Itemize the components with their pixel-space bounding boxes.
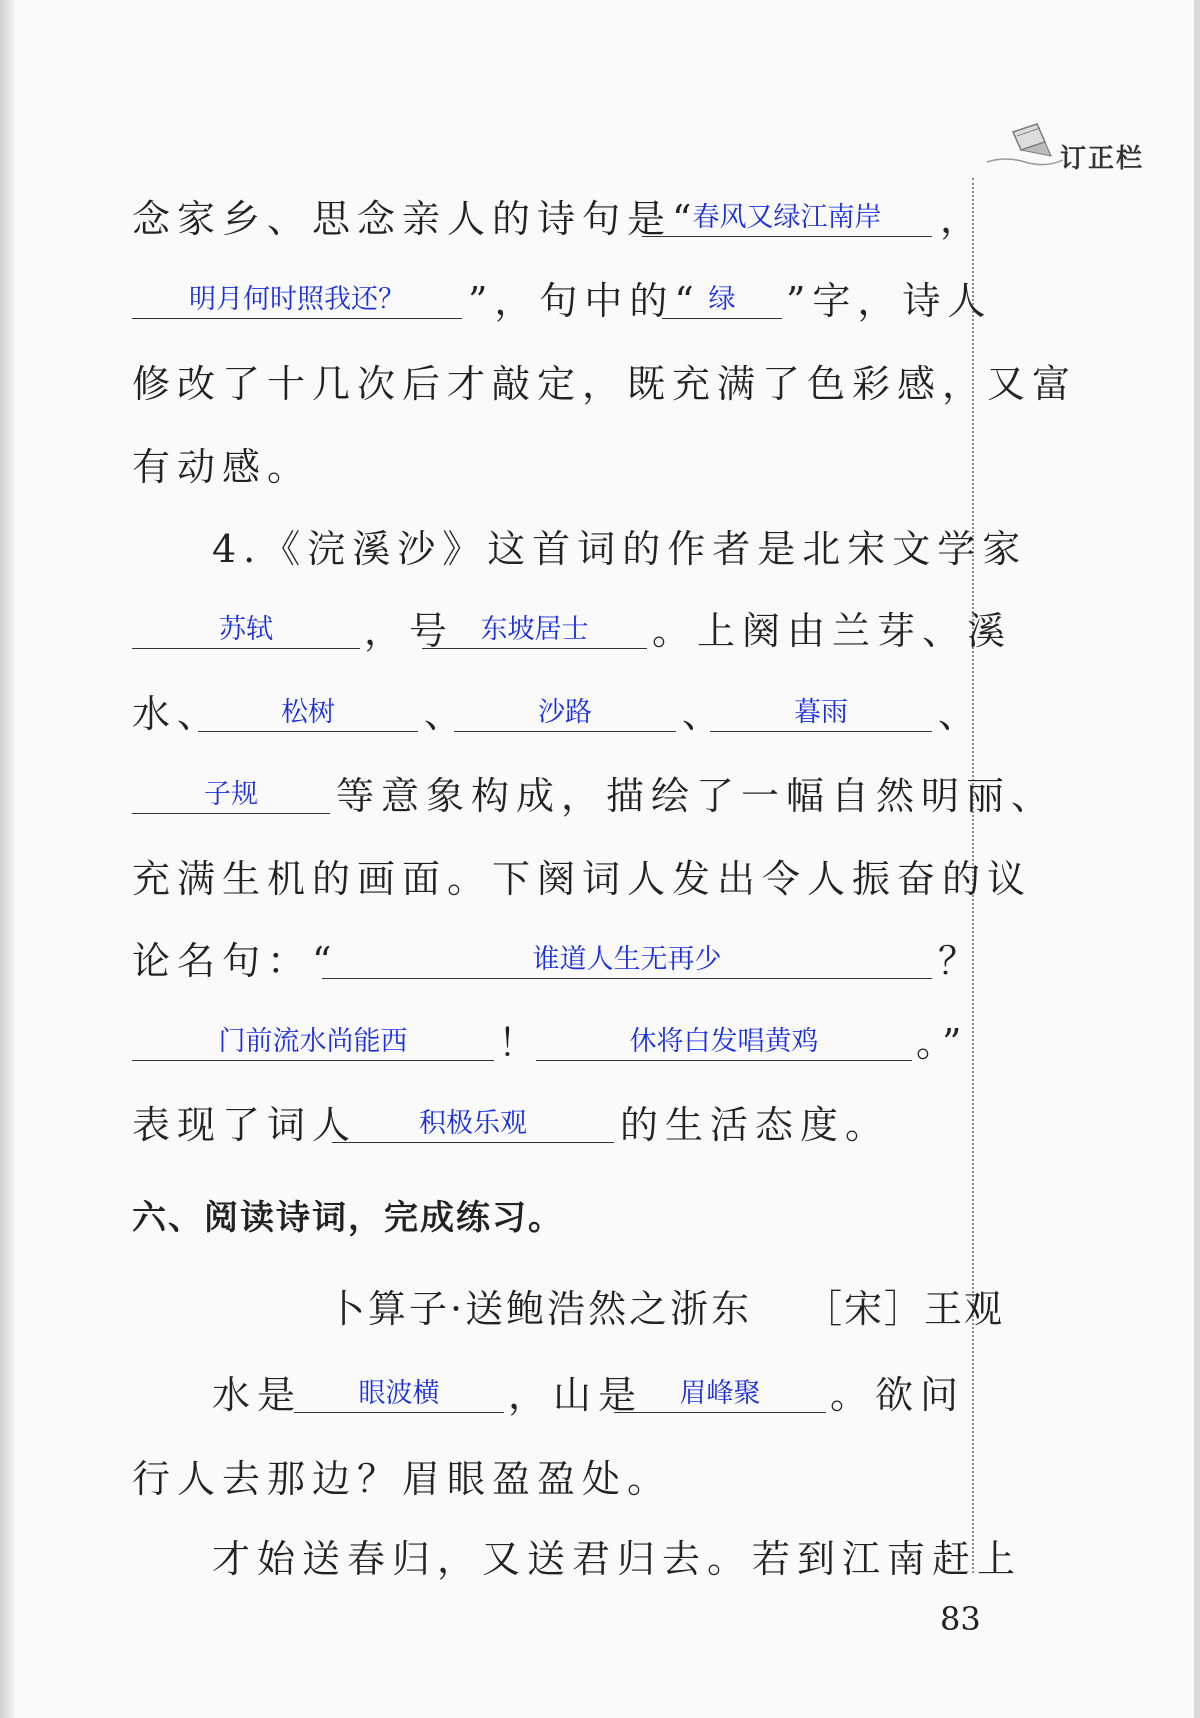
answer-text: 明月何时照我还？: [189, 284, 405, 315]
answer-blank[interactable]: [662, 262, 782, 319]
poem-title-line: [132, 1270, 1005, 1340]
text-line-10: [132, 922, 984, 992]
answer-blank[interactable]: [132, 592, 360, 649]
pencil-icon: [985, 120, 1065, 170]
line-text: 论名句：“: [132, 939, 339, 983]
correction-column-label: 订正栏: [1060, 144, 1145, 174]
answer-text: 绿: [708, 284, 736, 315]
line-text: 才始送春归，又送君归去。若到江南赶上: [212, 1537, 1023, 1581]
answer-blank[interactable]: [422, 592, 647, 649]
line-text: 水是: [212, 1373, 303, 1417]
line-text: 等意象构成，描绘了一幅自然明丽、: [336, 774, 1057, 818]
answer-blank[interactable]: [710, 675, 932, 732]
page-right-edge: [1194, 0, 1200, 1718]
poem-line-2: [132, 1440, 952, 1510]
answer-text: 眉峰聚: [679, 1378, 761, 1409]
page-number: 83: [940, 1600, 981, 1638]
poem-line-3: [132, 1520, 1023, 1590]
answer-blank[interactable]: [614, 1356, 826, 1413]
line-text: 、: [938, 692, 984, 736]
answer-text: 眼波横: [358, 1378, 440, 1409]
answer-blank[interactable]: [454, 675, 676, 732]
text-line-4: [132, 428, 952, 498]
answer-blank[interactable]: [294, 1356, 504, 1413]
line-text: 行人去那边？眉眼盈盈处。: [132, 1457, 673, 1501]
text-line-12: [132, 1086, 952, 1156]
line-text: 、: [682, 692, 728, 736]
answer-blank[interactable]: [322, 922, 932, 979]
answer-text: 苏轼: [219, 614, 273, 645]
line-text: 。欲问: [830, 1373, 966, 1417]
line-text: ？: [938, 939, 984, 983]
line-text: 。”: [916, 1021, 969, 1065]
poem-title: 卜算子·送鲍浩然之浙东: [327, 1287, 753, 1331]
answer-blank[interactable]: [132, 1004, 494, 1061]
line-text: 水、: [132, 692, 223, 736]
text-line-6: [132, 592, 1013, 662]
text-line-11: [132, 1004, 969, 1074]
correction-column-header: [985, 120, 1185, 180]
answer-text: 子规: [204, 779, 258, 810]
line-text: 、: [424, 692, 470, 736]
answer-blank[interactable]: [536, 1004, 912, 1061]
text-line-8: [132, 757, 1057, 827]
answer-text: 休将白发唱黄鸡: [629, 1026, 819, 1057]
answer-blank[interactable]: [198, 675, 418, 732]
answer-text: 门前流水尚能西: [218, 1026, 408, 1057]
poem-line-1: [132, 1356, 966, 1426]
text-line-1: [132, 180, 986, 250]
answer-text: 东坡居士: [480, 614, 589, 645]
line-text: ”，句中的“: [468, 279, 701, 323]
section-6-heading: [132, 1182, 952, 1252]
answer-text: 积极乐观: [419, 1108, 527, 1139]
line-text: ，山是: [508, 1373, 644, 1417]
answer-text: 松树: [281, 697, 335, 728]
line-text: 有动感。: [132, 445, 313, 489]
answer-blank[interactable]: [332, 1086, 614, 1143]
text-line-9: [132, 840, 1033, 910]
line-text: 4.《浣溪沙》这首词的作者是北宋文学家: [212, 527, 1028, 571]
page-binding-edge: [0, 0, 14, 1718]
line-text: 的生活态度。: [620, 1103, 891, 1147]
answer-blank[interactable]: [642, 180, 932, 237]
poem-author: ［宋］王观: [804, 1287, 1005, 1331]
line-text: ！: [498, 1021, 544, 1065]
line-text: 充满生机的画面。下阕词人发出令人振奋的议: [132, 857, 1033, 901]
line-text: 表现了词人: [132, 1103, 358, 1147]
question-4-line: [132, 510, 1028, 580]
line-text: 修改了十几次后才敲定，既充满了色彩感，又富: [132, 362, 1078, 406]
answer-text: 春风又绿江南岸: [692, 202, 882, 233]
text-line-7: [132, 675, 984, 745]
section-heading: 六、阅读诗词，完成练习。: [132, 1198, 564, 1238]
line-text: 。上阕由兰芽、溪: [652, 609, 1013, 653]
answer-blank[interactable]: [132, 262, 462, 319]
answer-blank[interactable]: [132, 757, 330, 814]
answer-text: 暮雨: [794, 697, 848, 728]
text-line-2: [132, 262, 993, 332]
answer-text: 沙路: [538, 697, 592, 728]
line-text: ，: [940, 197, 986, 241]
answer-text: 谁道人生无再少: [532, 944, 722, 975]
line-text: ，号: [364, 609, 455, 653]
line-text: 念家乡、思念亲人的诗句是“: [132, 197, 699, 241]
line-text: ”字，诗人: [786, 279, 993, 323]
text-line-3: [132, 345, 1078, 415]
